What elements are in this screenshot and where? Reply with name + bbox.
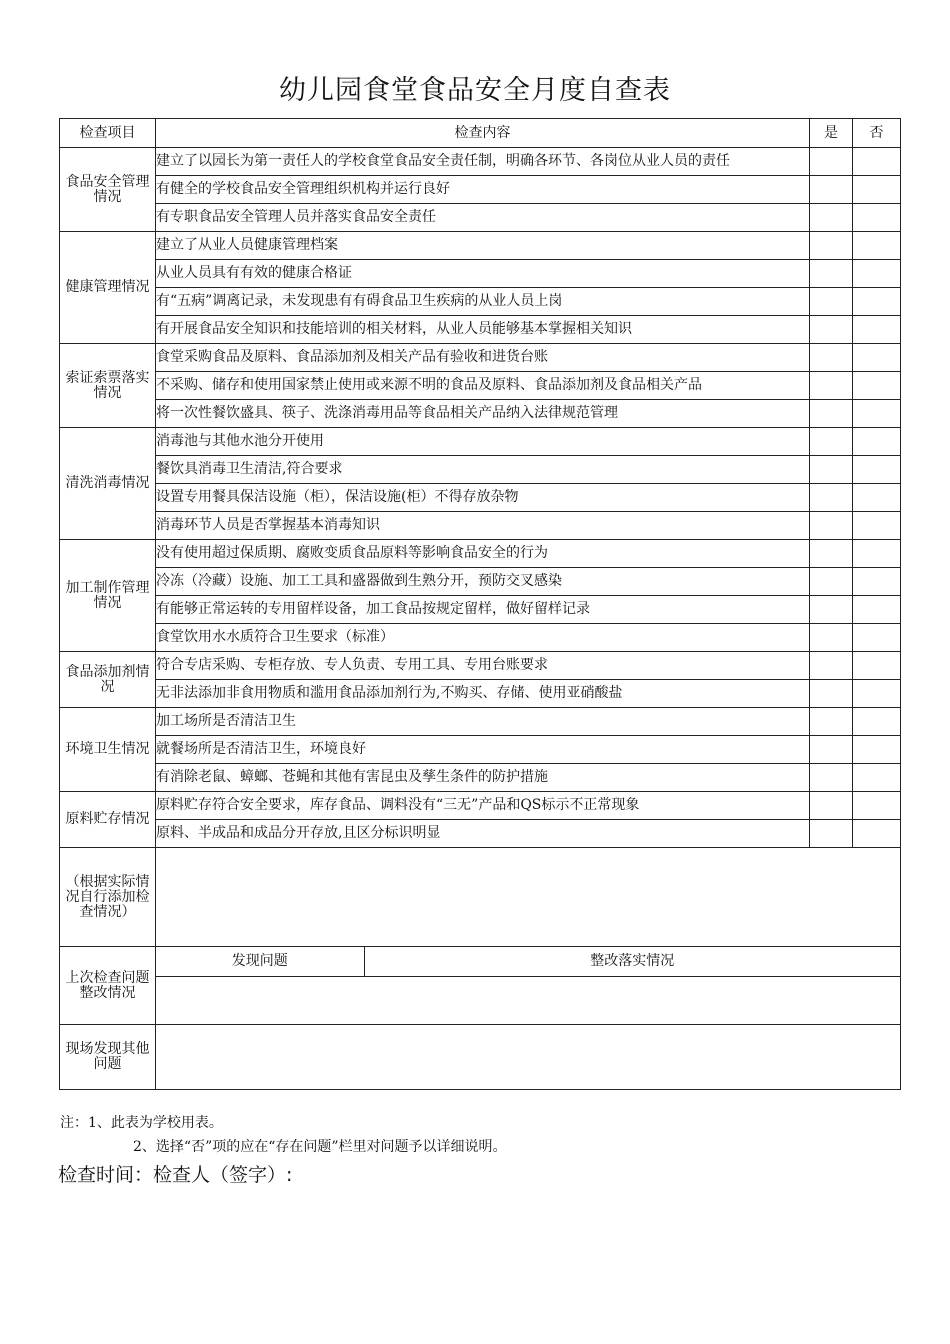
check-item: 建立了以园长为第一责任人的学校食堂食品安全责任制，明确各环节、各岗位从业人员的责任 xyxy=(156,148,810,176)
table-row xyxy=(60,204,901,232)
table-row xyxy=(60,456,901,484)
self-check-table xyxy=(59,118,901,1090)
check-item: 有健全的学校食品安全管理组织机构并运行良好 xyxy=(156,176,810,204)
no-cell[interactable] xyxy=(853,792,901,820)
onsite-content[interactable] xyxy=(156,1025,901,1090)
check-item: 符合专店采购、专柜存放、专人负责、专用工具、专用台账要求 xyxy=(156,652,810,680)
category-label: 食品添加剂情况 xyxy=(60,652,156,708)
check-item: 将一次性餐饮盛具、筷子、洗涤消毒用品等食品相关产品纳入法律规范管理 xyxy=(156,400,810,428)
table-row xyxy=(60,344,901,372)
category-label: 食品安全管理情况 xyxy=(60,148,156,232)
table-row xyxy=(60,820,901,848)
note-1: 注：1、此表为学校用表。 xyxy=(60,1115,223,1131)
yes-cell[interactable] xyxy=(810,680,853,708)
table-row xyxy=(60,680,901,708)
no-cell[interactable] xyxy=(853,708,901,736)
yes-cell[interactable] xyxy=(810,428,853,456)
category-label: 索证索票落实情况 xyxy=(60,344,156,428)
check-item: 设置专用餐具保洁设施（柜），保洁设施(柜）不得存放杂物 xyxy=(156,484,810,512)
custom-row xyxy=(60,848,901,947)
header-no: 否 xyxy=(853,119,901,148)
header-content: 检查内容 xyxy=(156,119,810,148)
no-cell[interactable] xyxy=(853,680,901,708)
check-item: 食堂采购食品及原料、食品添加剂及相关产品有验收和进货台账 xyxy=(156,344,810,372)
no-cell[interactable] xyxy=(853,624,901,652)
yes-cell[interactable] xyxy=(810,540,853,568)
table-row xyxy=(60,372,901,400)
table-row xyxy=(60,624,901,652)
footer-signature: 检查时间：检查人（签字）: xyxy=(58,1164,293,1186)
table-row xyxy=(60,260,901,288)
no-cell[interactable] xyxy=(853,372,901,400)
no-cell[interactable] xyxy=(853,400,901,428)
no-cell[interactable] xyxy=(853,596,901,624)
yes-cell[interactable] xyxy=(810,288,853,316)
yes-cell[interactable] xyxy=(810,624,853,652)
check-item: 餐饮具消毒卫生清洁,符合要求 xyxy=(156,456,810,484)
category-label: 健康管理情况 xyxy=(60,232,156,344)
header-item: 检查项目 xyxy=(60,119,156,148)
yes-cell[interactable] xyxy=(810,512,853,540)
no-cell[interactable] xyxy=(853,344,901,372)
table-row xyxy=(60,316,901,344)
table-row xyxy=(60,176,901,204)
table-row xyxy=(60,736,901,764)
yes-cell[interactable] xyxy=(810,764,853,792)
check-item: 有消除老鼠、蟑螂、苍蝇和其他有害昆虫及孳生条件的防护措施 xyxy=(156,764,810,792)
no-cell[interactable] xyxy=(853,512,901,540)
category-label: 原料贮存情况 xyxy=(60,792,156,848)
found-problems-cell[interactable] xyxy=(156,976,364,977)
check-item: 消毒环节人员是否掌握基本消毒知识 xyxy=(156,512,810,540)
check-item: 从业人员具有有效的健康合格证 xyxy=(156,260,810,288)
check-item: 有能够正常运转的专用留样设备，加工食品按规定留样，做好留样记录 xyxy=(156,596,810,624)
no-cell[interactable] xyxy=(853,540,901,568)
category-label: 环境卫生情况 xyxy=(60,708,156,792)
last-check-label: 上次检查问题整改情况 xyxy=(60,947,156,1025)
yes-cell[interactable] xyxy=(810,652,853,680)
yes-cell[interactable] xyxy=(810,596,853,624)
yes-cell[interactable] xyxy=(810,316,853,344)
yes-cell[interactable] xyxy=(810,148,853,176)
no-cell[interactable] xyxy=(853,288,901,316)
no-cell[interactable] xyxy=(853,764,901,792)
category-label: 清洗消毒情况 xyxy=(60,428,156,540)
table-row xyxy=(60,288,901,316)
no-cell[interactable] xyxy=(853,820,901,848)
last-check-content xyxy=(156,947,901,1025)
custom-row-content[interactable] xyxy=(156,848,901,947)
custom-row-label: （根据实际情况自行添加检查情况） xyxy=(60,848,156,947)
check-item: 就餐场所是否清洁卫生，环境良好 xyxy=(156,736,810,764)
found-problems-header: 发现问题 xyxy=(156,947,364,976)
table-header-row xyxy=(60,119,901,148)
table-row xyxy=(60,652,901,680)
table-row xyxy=(60,512,901,540)
check-item: 消毒池与其他水池分开使用 xyxy=(156,428,810,456)
note-2: 2、选择“否”项的应在“存在问题”栏里对问题予以详细说明。 xyxy=(133,1139,507,1155)
yes-cell[interactable] xyxy=(810,568,853,596)
no-cell[interactable] xyxy=(853,428,901,456)
header-yes: 是 xyxy=(810,119,853,148)
no-cell[interactable] xyxy=(853,456,901,484)
table-row xyxy=(60,428,901,456)
check-item: 不采购、储存和使用国家禁止使用或来源不明的食品及原料、食品添加剂及食品相关产品 xyxy=(156,372,810,400)
no-cell[interactable] xyxy=(853,176,901,204)
table-row xyxy=(60,708,901,736)
no-cell[interactable] xyxy=(853,204,901,232)
table-row xyxy=(60,568,901,596)
no-cell[interactable] xyxy=(853,232,901,260)
yes-cell[interactable] xyxy=(810,820,853,848)
no-cell[interactable] xyxy=(853,568,901,596)
check-item: 建立了从业人员健康管理档案 xyxy=(156,232,810,260)
page-title: 幼儿园食堂食品安全月度自查表 xyxy=(279,75,671,106)
check-item: 原料、半成品和成品分开存放,且区分标识明显 xyxy=(156,820,810,848)
yes-cell[interactable] xyxy=(810,176,853,204)
check-item: 冷冻（冷藏）设施、加工工具和盛器做到生熟分开，预防交叉感染 xyxy=(156,568,810,596)
check-item: 有开展食品安全知识和技能培训的相关材料，从业人员能够基本掌握相关知识 xyxy=(156,316,810,344)
yes-cell[interactable] xyxy=(810,456,853,484)
check-item: 有专职食品安全管理人员并落实食品安全责任 xyxy=(156,204,810,232)
no-cell[interactable] xyxy=(853,736,901,764)
check-item: 加工场所是否清洁卫生 xyxy=(156,708,810,736)
no-cell[interactable] xyxy=(853,484,901,512)
yes-cell[interactable] xyxy=(810,484,853,512)
table-row xyxy=(60,540,901,568)
rectification-cell[interactable] xyxy=(364,976,900,977)
yes-cell[interactable] xyxy=(810,708,853,736)
yes-cell[interactable] xyxy=(810,344,853,372)
table-row xyxy=(60,232,901,260)
yes-cell[interactable] xyxy=(810,204,853,232)
check-item: 没有使用超过保质期、腐败变质食品原料等影响食品安全的行为 xyxy=(156,540,810,568)
table-row xyxy=(60,764,901,792)
table-row xyxy=(60,484,901,512)
check-item: 无非法添加非食用物质和滥用食品添加剂行为,不购买、存储、使用亚硝酸盐 xyxy=(156,680,810,708)
onsite-row xyxy=(60,1025,901,1090)
table-row xyxy=(60,596,901,624)
table-row xyxy=(60,148,901,176)
last-check-row xyxy=(60,947,901,1025)
table-row xyxy=(60,400,901,428)
check-item: 有“五病”调离记录，未发现患有有碍食品卫生疾病的从业人员上岗 xyxy=(156,288,810,316)
yes-cell[interactable] xyxy=(810,400,853,428)
yes-cell[interactable] xyxy=(810,260,853,288)
no-cell[interactable] xyxy=(853,148,901,176)
check-item: 原料贮存符合安全要求，库存食品、调料没有“三无”产品和QS标示不正常现象 xyxy=(156,792,810,820)
no-cell[interactable] xyxy=(853,316,901,344)
no-cell[interactable] xyxy=(853,652,901,680)
no-cell[interactable] xyxy=(853,260,901,288)
yes-cell[interactable] xyxy=(810,736,853,764)
yes-cell[interactable] xyxy=(810,372,853,400)
yes-cell[interactable] xyxy=(810,792,853,820)
table-row xyxy=(60,792,901,820)
yes-cell[interactable] xyxy=(810,232,853,260)
category-label: 加工制作管理情况 xyxy=(60,540,156,652)
check-item: 食堂饮用水水质符合卫生要求（标准） xyxy=(156,624,810,652)
rectification-header: 整改落实情况 xyxy=(364,947,900,976)
onsite-label: 现场发现其他问题 xyxy=(60,1025,156,1090)
